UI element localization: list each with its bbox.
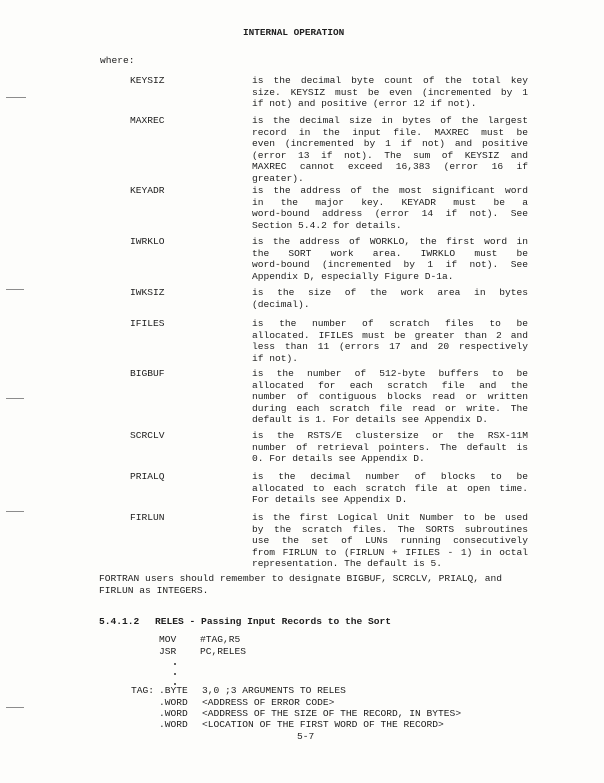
param-description [252,287,528,310]
note-line-1: FORTRAN users should remember to designate BIGBUF, SCRCLV, PRIALQ, and [99,573,503,584]
code-op: MOV [159,634,177,645]
description-line: size. KEYSIZ must be even (incremented by 1 [252,86,528,98]
section-number: 5.4.1.2 [99,616,140,627]
section-title: RELES - Passing Input Records to the Sort [155,616,392,627]
data-arg: 3,0 ;3 ARGUMENTS TO RELES [202,685,346,696]
description-line: number of retrieval pointers. The default is [252,441,528,453]
scan-mark [6,97,26,98]
param-description [252,185,528,231]
description-line: allocated. IFILES must be greater than 2 and [252,329,528,341]
description-line: representation. The default is 5. [252,558,442,569]
scan-mark [6,707,24,708]
description-line: is the number of scratch files to be [252,318,528,329]
description-line: less than 11 (errors 17 and 20 respectively [252,341,528,352]
description-line: is the first Logical Unit Number to be used [252,512,528,523]
param-description [252,512,528,570]
scan-mark [6,398,24,399]
intro-text: where: [100,55,135,66]
param-description [252,75,528,110]
page-number: 5-7 [297,731,315,742]
data-arg: <LOCATION OF THE FIRST WORD OF THE RECORD> [202,719,444,730]
description-line: Section 5.4.2 for details. [252,219,402,231]
description-line: number of contiguous blocks read or written [252,391,528,402]
data-arg: <ADDRESS OF THE SIZE OF THE RECORD, IN BYTES> [202,708,462,719]
param-description [252,430,528,465]
description-line: from FIRLUN to (FIRLUN + IFILES - 1) in octal [252,546,528,558]
data-op: .WORD [159,708,188,719]
param-name: KEYADR [130,185,165,196]
description-line: 0. For details see Appendix D. [252,453,425,464]
param-name: MAXREC [130,115,165,126]
description-line: if not). [252,352,299,364]
description-line: use the set of LUNs running consecutively [252,535,528,546]
param-description [252,236,528,282]
description-line: during each scratch file read or write. The [252,402,528,414]
param-description [252,368,528,426]
description-line: For details see Appendix D. [252,494,408,505]
description-line: is the decimal number of blocks to be [252,471,528,482]
ellipsis-dot [174,663,176,665]
param-name: IWKSIZ [130,287,165,298]
description-line: the SORT work area. IWRKLO must be [252,247,528,259]
description-line: even (incremented by 1 if not) and positive [252,138,528,149]
description-line: is the size of the work area in bytes [252,287,528,298]
description-line: word-bound address (error 14 if not). See [252,208,528,219]
scan-mark [6,289,24,290]
data-op: .WORD [159,697,188,708]
param-name: PRIALQ [130,471,165,482]
param-name: FIRLUN [130,512,165,523]
description-line: (error 13 if not). The sum of KEYSIZ and [252,149,528,161]
description-line: record in the input file. MAXREC must be [252,126,528,138]
description-line: (decimal). [252,298,310,310]
param-name: IWRKLO [130,236,165,247]
page-header: INTERNAL OPERATION [243,27,345,38]
data-op: .BYTE [159,685,188,696]
description-line: is the number of 512-byte buffers to be [252,368,528,379]
scan-mark [6,511,24,512]
description-line: word-bound (incremented by 1 if not). See [252,259,528,270]
description-line: Appendix D, especially Figure D-1a. [252,270,454,282]
param-name: KEYSIZ [130,75,165,86]
description-line: allocated for each scratch file and the [252,379,528,391]
note-line-2: FIRLUN as INTEGERS. [99,585,209,596]
description-line: greater). [252,172,304,184]
param-description [252,115,528,184]
description-line: default is 1. For details see Appendix D. [252,414,489,425]
description-line: is the address of the most significant word [252,185,528,196]
param-description [252,318,528,364]
description-line: if not) and positive (error 12 if not). [252,98,477,109]
param-description [252,471,528,506]
param-name: BIGBUF [130,368,165,379]
param-name: SCRCLV [130,430,165,441]
description-line: allocated to each scratch file at open time. [252,482,528,494]
description-line: in the major key. KEYADR must be a [252,196,528,208]
ellipsis-dot [174,673,176,675]
data-label: TAG: [131,685,155,696]
description-line: by the scratch files. The SORTS subroutines [252,523,528,535]
code-arg: PC,RELES [200,646,247,657]
description-line: is the RSTS/E clustersize or the RSX-11M [252,430,528,441]
description-line: is the decimal size in bytes of the largest [252,115,528,126]
description-line: is the decimal byte count of the total key [252,75,528,86]
code-arg: #TAG,R5 [200,634,241,645]
param-name: IFILES [130,318,165,329]
description-line: MAXREC cannot exceed 16,383 (error 16 if [252,161,528,172]
data-arg: <ADDRESS OF ERROR CODE> [202,697,335,708]
code-op: JSR [159,646,177,657]
data-op: .WORD [159,719,188,730]
description-line: is the address of WORKLO, the first word in [252,236,528,247]
